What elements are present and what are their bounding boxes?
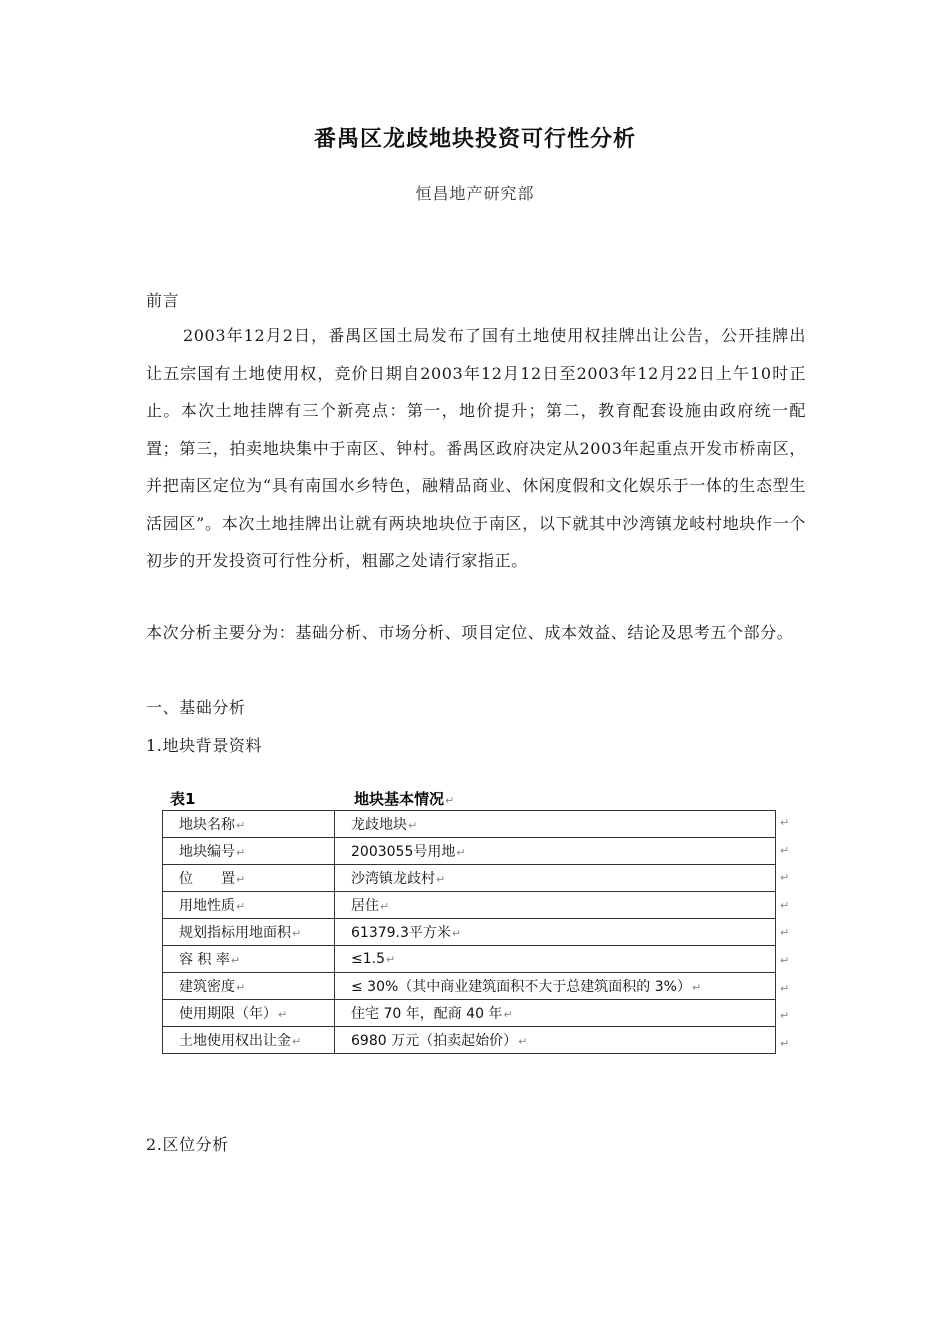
return-mark-icon: ↵	[780, 871, 790, 885]
table-cell-key-text: 地块编号	[179, 844, 235, 860]
return-mark-icon: ↵	[780, 816, 790, 829]
subsection-heading-location-analysis: 2.区位分析	[146, 1135, 229, 1154]
return-mark-icon: ↵	[780, 926, 790, 940]
table-caption-title	[354, 788, 454, 809]
table-caption-title-text: 地块基本情况	[354, 790, 445, 808]
return-mark-icon: ↵	[518, 1035, 528, 1048]
table-cell-key	[163, 1000, 335, 1027]
table-cell-value-text: ≤ 30%（其中商业建筑面积不大于总建筑面积的 3%）	[351, 979, 691, 995]
table-cell-key-text: 规划指标用地面积	[179, 925, 291, 941]
return-mark-icon: ↵	[278, 1008, 288, 1021]
table-cell-value	[335, 946, 776, 973]
return-mark-icon: ↵	[780, 1036, 790, 1050]
table-cell-value	[335, 811, 776, 838]
return-mark-icon: ↵	[780, 954, 790, 967]
table-row	[163, 838, 776, 865]
table-cell-key	[163, 973, 335, 1000]
table-cell-key	[163, 1027, 335, 1054]
table-cell-value	[335, 1000, 776, 1027]
table-cell-value	[335, 973, 776, 1000]
table-cell-value-text: 龙歧地块	[351, 817, 407, 833]
table-cell-key-text: 建筑密度	[179, 979, 235, 995]
section-heading-basic-analysis: 一、基础分析	[146, 698, 246, 717]
table-cell-key-text: 地块名称	[179, 817, 235, 833]
return-mark-icon: ↵	[445, 794, 455, 807]
table-cell-key	[163, 919, 335, 946]
return-mark-icon: ↵	[691, 981, 702, 994]
subsection-heading-land-background: 1.地块背景资料	[146, 736, 263, 755]
table-row	[163, 973, 776, 1000]
table-cell-value-text: 61379.3平方米	[351, 925, 451, 941]
table-row	[163, 1000, 776, 1027]
table-cell-value-text: 居住	[351, 898, 379, 914]
return-mark-icon: ↵	[292, 1035, 302, 1048]
preface-heading: 前言	[146, 291, 180, 310]
table-cell-value	[335, 1027, 776, 1054]
paragraph-outline: 本次分析主要分为：基础分析、市场分析、项目定位、成本效益、结论及思考五个部分。	[146, 623, 794, 642]
table-cell-key-text: 容 积 率	[179, 952, 230, 968]
table-cell-value-text: 6980 万元（拍卖起始价）	[351, 1033, 518, 1049]
table-cell-key	[163, 946, 335, 973]
table-row	[163, 892, 776, 919]
table-cell-key	[163, 865, 335, 892]
land-info-table	[162, 810, 776, 1054]
return-mark-icon: ↵	[503, 1008, 513, 1021]
table-cell-value-text: 沙湾镇龙歧村	[351, 871, 435, 887]
table-row	[163, 946, 776, 973]
return-mark-icon: ↵	[236, 900, 246, 913]
return-mark-icon: ↵	[456, 846, 466, 859]
return-mark-icon: ↵	[236, 846, 246, 859]
return-mark-icon: ↵	[386, 953, 396, 966]
return-mark-icon: ↵	[780, 1009, 790, 1023]
return-mark-icon: ↵	[236, 981, 246, 994]
return-mark-icon: ↵	[236, 873, 246, 886]
table-cell-value-text: 住宅 70 年，配商 40 年	[351, 1006, 503, 1022]
table-cell-value	[335, 919, 776, 946]
document-title: 番禺区龙歧地块投资可行性分析	[313, 126, 636, 152]
return-mark-icon: ↵	[780, 898, 790, 912]
return-mark-icon: ↵	[436, 873, 446, 886]
table-cell-value	[335, 892, 776, 919]
table-row	[163, 919, 776, 946]
paragraph-intro: 2003年12月2日，番禺区国土局发布了国有土地使用权挂牌出让公告，公开挂牌出让五宗国有土地使用权，竞价日期自2003年12月12日至2003年12月22日上午10时正止。本次土地挂牌有三个新亮点：第一，地价提升；第二，教育配套设施由政府统一配置；第三，拍卖地块集中于南区、钟村。番禺区政府决定从2003年起重点开发市桥南区，并把南区定位为“具有南国水乡特色，融精品商业、休闲度假和文化娱乐于一体的生态型生活园区”。本次土地挂牌出让就有两块地块位于南区，以下就其中沙湾镇龙岐村地块作一个初步的开发投资可行性分析，粗鄙之处请行家指正。	[146, 326, 806, 570]
table-cell-key-text: 用地性质	[179, 898, 235, 914]
return-mark-icon: ↵	[780, 843, 790, 857]
table-cell-value-text: ≤1.5	[351, 951, 385, 967]
table-cell-key-text: 位 置	[179, 871, 235, 887]
table-caption-number: 表1	[170, 790, 196, 808]
return-mark-icon: ↵	[230, 954, 241, 967]
return-mark-icon: ↵	[408, 819, 418, 832]
table-cell-key	[163, 811, 335, 838]
table-cell-key	[163, 892, 335, 919]
return-mark-icon: ↵	[292, 927, 302, 940]
document-author: 恒昌地产研究部	[415, 184, 535, 203]
table-cell-key-text: 使用期限（年）	[179, 1006, 277, 1022]
table-cell-value-text: 2003055号用地	[351, 844, 456, 860]
table-cell-value	[335, 865, 776, 892]
table-row	[163, 865, 776, 892]
table-cell-value	[335, 838, 776, 865]
table-row	[163, 811, 776, 838]
table-cell-key	[163, 838, 335, 865]
return-mark-icon: ↵	[451, 927, 462, 940]
return-mark-icon: ↵	[236, 819, 246, 832]
return-mark-icon: ↵	[780, 981, 790, 995]
table-cell-key-text: 土地使用权出让金	[179, 1033, 291, 1049]
table-row	[163, 1027, 776, 1054]
return-mark-icon: ↵	[380, 900, 390, 913]
